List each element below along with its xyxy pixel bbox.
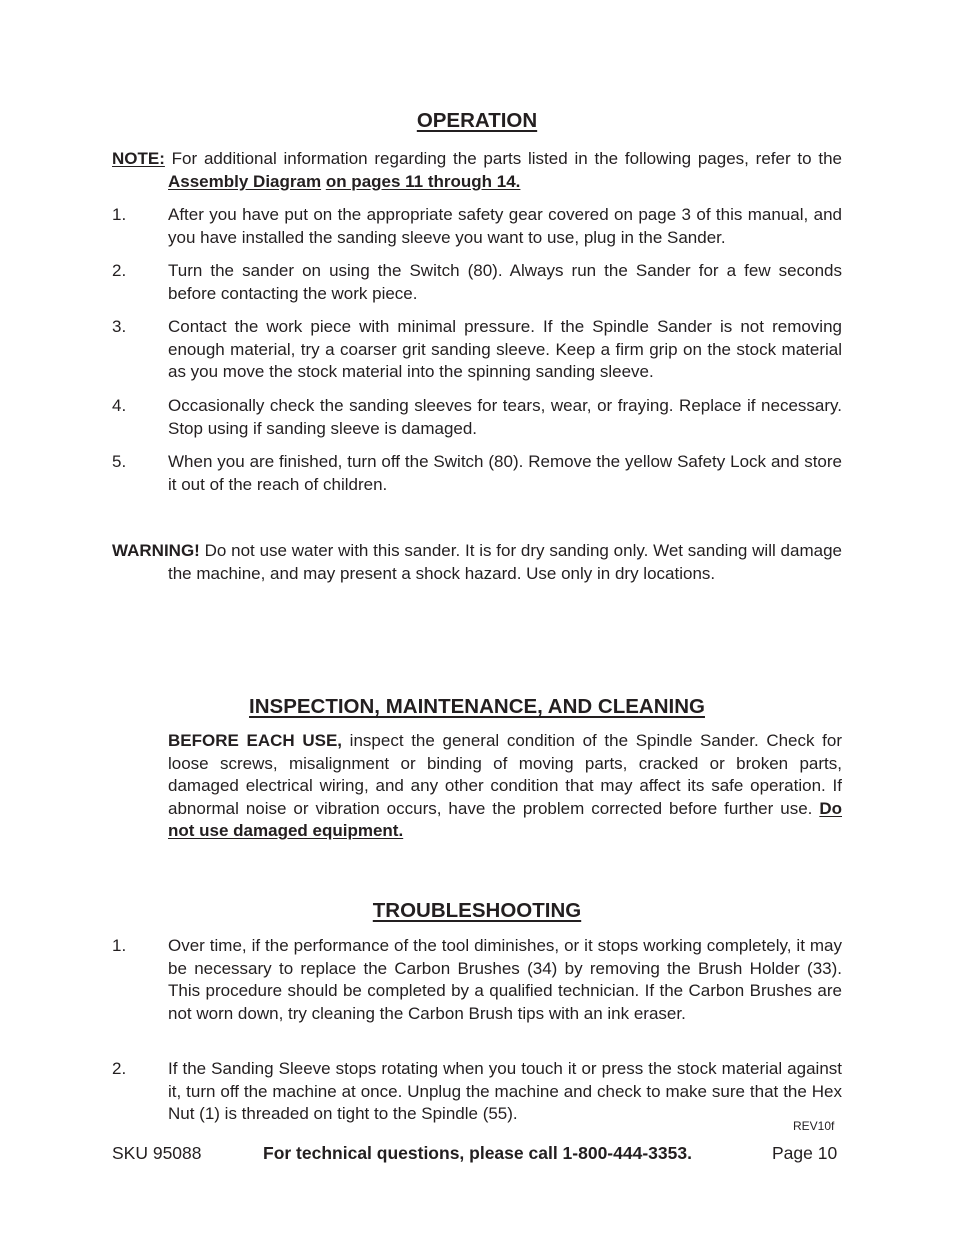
note-text: For additional information regarding the parts listed in the following pages, refer to the xyxy=(164,149,842,168)
operation-step-4-text: Occasionally check the sanding sleeves for tears, wear, or fraying. Replace if necessary. Stop using if sanding sleeve is damaged. xyxy=(168,396,842,438)
inspection-text: inspect the general condition of the Spindle Sander. Check for loose screws, misalignment or binding of moving parts, cracked or broken parts, damaged electrical wiring, and any other condition that may affect its safe operation. If abnormal noise or vibration occurs, have the problem corrected before further use. xyxy=(168,731,843,818)
operation-step-2-number: 2. xyxy=(112,261,127,280)
troubleshooting-step-2-text: If the Sanding Sleeve stops rotating when you touch it or press the stock material against it, turn off the machine at once. Unplug the machine and check to make sure that the Hex Nut (1) is threaded on tight to the Spindle (55). xyxy=(168,1059,842,1123)
before-each-use-label: BEFORE EACH USE, xyxy=(168,731,343,750)
operation-step-1-number: 1. xyxy=(112,205,127,224)
note-paragraph xyxy=(112,148,842,193)
warning-label: WARNING! xyxy=(112,541,200,560)
inspection-heading-text: INSPECTION, MAINTENANCE, AND CLEANING xyxy=(249,695,705,718)
pages-reference: on pages 11 through 14. xyxy=(325,171,521,191)
operation-step-1-text: After you have put on the appropriate safety gear covered on page 3 of this manual, and you have installed the sanding sleeve you want to use, plug in the Sander. xyxy=(168,205,842,247)
revision-code: REV10f xyxy=(793,1119,835,1133)
troubleshooting-step-1-number: 1. xyxy=(112,936,127,955)
operation-step-5-number: 5. xyxy=(112,452,127,471)
footer-sku: SKU 95088 xyxy=(112,1143,202,1163)
damaged-equipment-warning: Do not use damaged equipment. xyxy=(168,798,842,840)
assembly-diagram-reference: Assembly Diagram xyxy=(168,171,322,191)
operation-step-3-text: Contact the work piece with minimal pressure. If the Spindle Sander is not removing enough material, try a coarser grit sanding sleeve. Keep a firm grip on the stock material as you move the stock material into the spinning sanding sleeve. xyxy=(168,317,842,381)
operation-step-4-number: 4. xyxy=(112,396,127,415)
troubleshooting-heading-text: TROUBLESHOOTING xyxy=(372,899,582,922)
troubleshooting-step-2-number: 2. xyxy=(112,1059,127,1078)
inspection-heading xyxy=(112,694,842,720)
operation-step-5-text: When you are finished, turn off the Switch (80). Remove the yellow Safety Lock and store it out of the reach of children. xyxy=(168,452,842,494)
operation-step-3-number: 3. xyxy=(112,317,127,336)
footer-page-number: Page 10 xyxy=(772,1143,838,1163)
troubleshooting-heading xyxy=(112,898,842,924)
operation-heading xyxy=(112,108,842,134)
note-label: NOTE: xyxy=(112,149,165,168)
footer-technical-contact: For technical questions, please call 1-800-444-3353. xyxy=(263,1143,692,1163)
operation-heading-text: OPERATION xyxy=(416,109,538,132)
troubleshooting-step-1-text: Over time, if the performance of the tool diminishes, or it stops working completely, it may be necessary to replace the Carbon Brushes (34) by removing the Brush Holder (33). This procedure should be completed by a qualified technician. If the Carbon Brushes are not worn down, try cleaning the Carbon Brush tips with an ink eraser. xyxy=(168,936,842,1023)
inspection-paragraph xyxy=(168,730,842,843)
warning-text: Do not use water with this sander. It is for dry sanding only. Wet sanding will damage the machine, and may present a shock hazard. Use only in dry locations. xyxy=(168,541,842,583)
operation-step-2-text: Turn the sander on using the Switch (80). Always run the Sander for a few seconds before contacting the work piece. xyxy=(168,261,842,303)
warning-paragraph xyxy=(112,540,842,585)
